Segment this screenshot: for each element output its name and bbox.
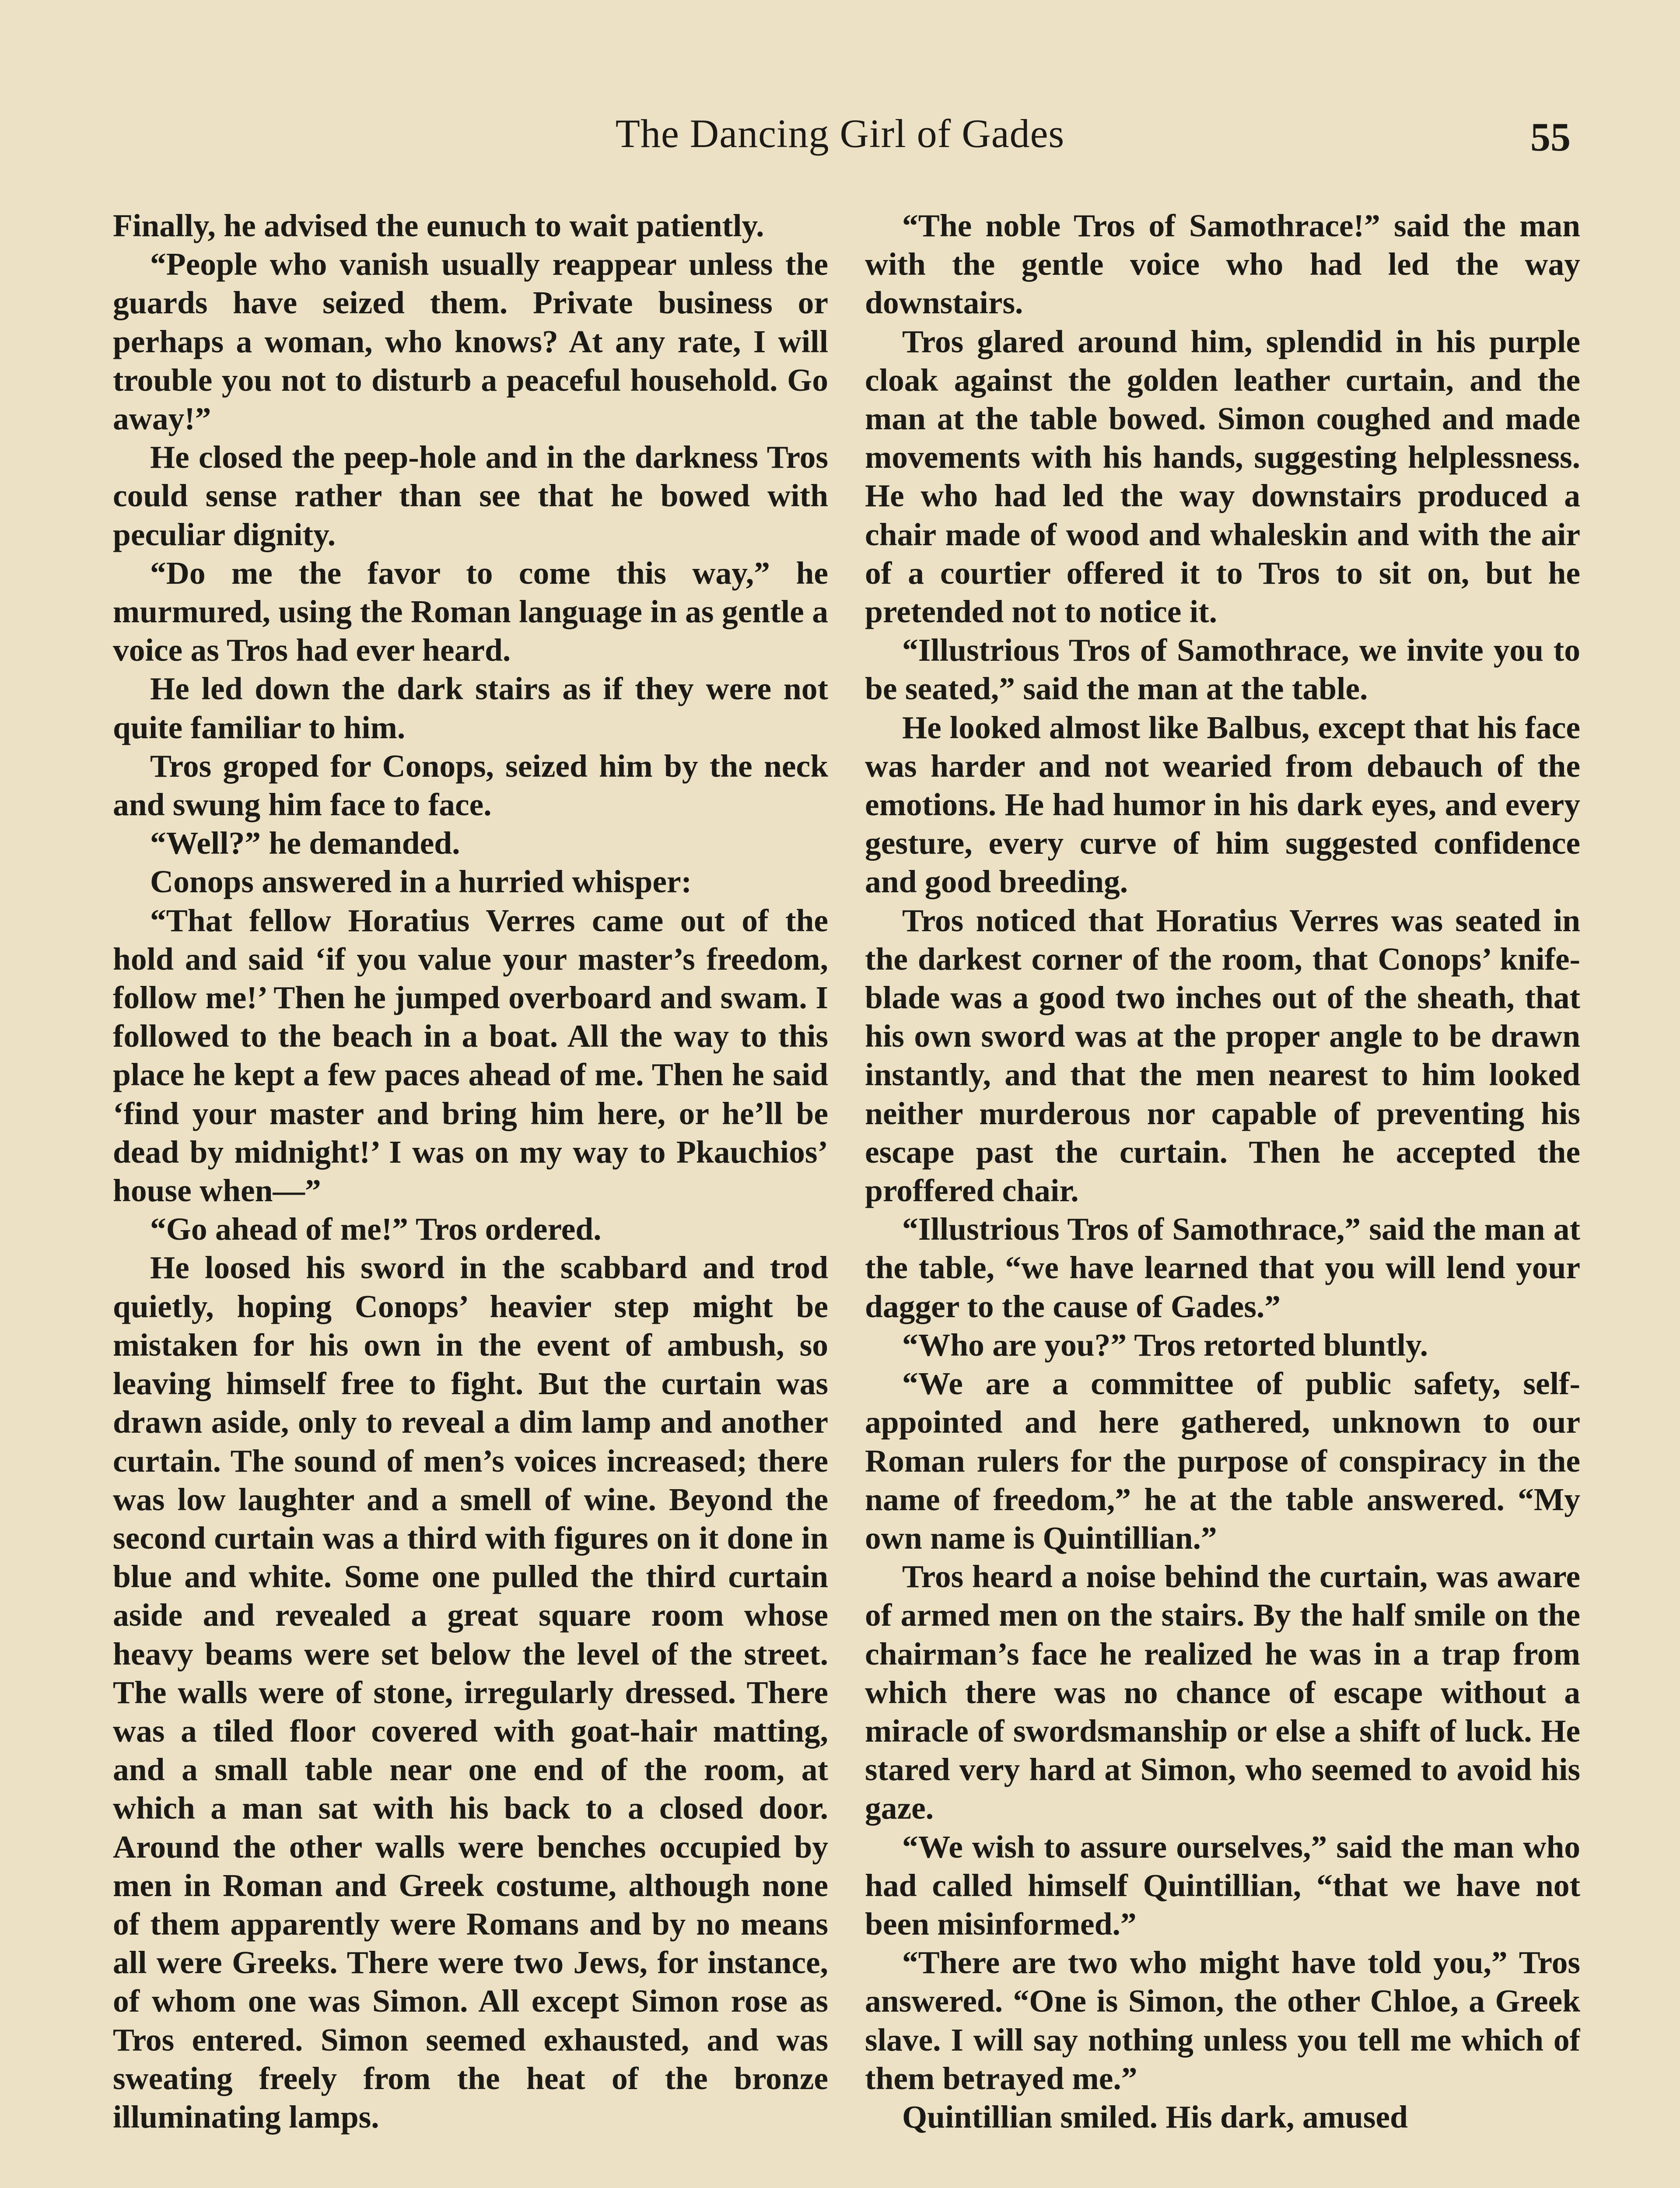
left-column	[113, 207, 828, 2188]
paragraph: He led down the dark stairs as if they were not quite familiar to him.	[113, 671, 828, 745]
page-number: 55	[1530, 115, 1571, 159]
paragraph: “There are two who might have told you,” Tros answered. “One is Simon, the other Chloe, a Greek slave. I will say nothing unless you tell me which of them betrayed me.”	[865, 1945, 1580, 2096]
paragraph: Tros glared around him, splendid in his purple cloak against the golden leather curtain, and the man at the table bowed. Simon coughed and made movements with his hands, suggesting helplessness. He who had led the way downstairs produced a chair made of wood and whaleskin and with the air of a courtier offered it to Tros to sit on, but he pretended not to notice it.	[865, 323, 1580, 630]
paragraph: He loosed his sword in the scabbard and trod quietly, hoping Conops’ heavier step might be mistaken for his own in the event of ambush, so leaving himself free to fight. But the curtain was drawn aside, only to reveal a dim lamp and another curtain. The sound of men’s voices increased; there was low laughter and a smell of wine. Beyond the second curtain was a third with figures on it done in blue and white. Some one pulled the third curtain aside and revealed a great square room whose heavy beams were set below the level of the street. The walls were of stone, irregularly dressed. There was a tiled floor covered with goat-hair matting, and a small table near one end of the room, at which a man sat with his back to a closed door. Around the other walls were benches occupied by men in Roman and Greek costume, although none of them apparently were Romans and by no means all were Greeks. There were two Jews, for instance, of whom one was Simon. All except Simon rose as Tros entered. Simon seemed exhausted, and was sweating freely from the heat of the bronze illuminating lamps.	[113, 1250, 828, 2135]
paragraph: “The noble Tros of Samothrace!” said the man with the gentle voice who had led the way downstairs.	[865, 208, 1580, 321]
running-header	[109, 109, 1571, 158]
paragraph: He looked almost like Balbus, except that his face was harder and not wearied from debauch of the emotions. He had humor in his dark eyes, and every gesture, every curve of him suggested confidence and good breeding.	[865, 709, 1580, 900]
paragraph: “Well?” he demanded.	[150, 825, 460, 861]
paragraph: “Illustrious Tros of Samothrace, we invite you to be seated,” said the man at the table.	[865, 632, 1580, 707]
paragraph: “We are a committee of public safety, self-appointed and here gathered, unknown to our Roman rulers for the purpose of conspiracy in the name of freedom,” he at the table answered. “My own name is Quintillian.”	[865, 1366, 1580, 1556]
paragraph: “Who are you?” Tros retorted bluntly.	[902, 1327, 1428, 1363]
paragraph: Quintillian smiled. His dark, amused	[902, 2099, 1408, 2135]
page-title: The Dancing Girl of Gades	[615, 111, 1065, 156]
paragraph: Conops answered in a hurried whisper:	[150, 864, 692, 900]
paragraph: “Do me the favor to come this way,” he murmured, using the Roman language in as gentle a voice as Tros had ever heard.	[113, 555, 828, 668]
paragraph: “People who vanish usually reappear unless the guards have seized them. Private business or perhaps a woman, who knows? At any rate, I will trouble you not to disturb a peaceful household. Go away!”	[113, 246, 828, 437]
paragraph: Tros noticed that Horatius Verres was seated in the darkest corner of the room, that Conops’ knife-blade was a good two inches out of the sheath, that his own sword was at the proper angle to be drawn instantly, and that the men nearest to him looked neither murderous nor capable of preventing his escape past the curtain. Then he accepted the proffered chair.	[865, 902, 1580, 1209]
paragraph: He closed the peep-hole and in the darkness Tros could sense rather than see that he bowed with peculiar dignity.	[113, 439, 828, 552]
paragraph: “Go ahead of me!” Tros ordered.	[150, 1211, 602, 1247]
paragraph: Tros groped for Conops, seized him by the neck and swung him face to face.	[113, 748, 828, 823]
paragraph: “Illustrious Tros of Samothrace,” said the man at the table, “we have learned that you will lend your dagger to the cause of Gades.”	[865, 1211, 1580, 1324]
paragraph: “We wish to assure ourselves,” said the man who had called himself Quintillian, “that we have not been misinformed.”	[865, 1829, 1580, 1942]
paragraph: “That fellow Horatius Verres came out of the hold and said ‘if you value your master’s freedom, follow me!’ Then he jumped overboard and swam. I followed to the beach in a boat. All the way to this place he kept a few paces ahead of me. Then he said ‘find your master and bring him here, or he’ll be dead by midnight!’ I was on my way to Pkauchios’ house when—”	[113, 902, 828, 1209]
right-column	[865, 207, 1580, 2188]
paragraph: Tros heard a noise behind the curtain, was aware of armed men on the stairs. By the half smile on the chairman’s face he realized he was in a trap from which there was no chance of escape without a miracle of swordsmanship or else a shift of luck. He stared very hard at Simon, who seemed to avoid his gaze.	[865, 1559, 1580, 1826]
paragraph: Finally, he advised the eunuch to wait patiently.	[113, 208, 764, 243]
